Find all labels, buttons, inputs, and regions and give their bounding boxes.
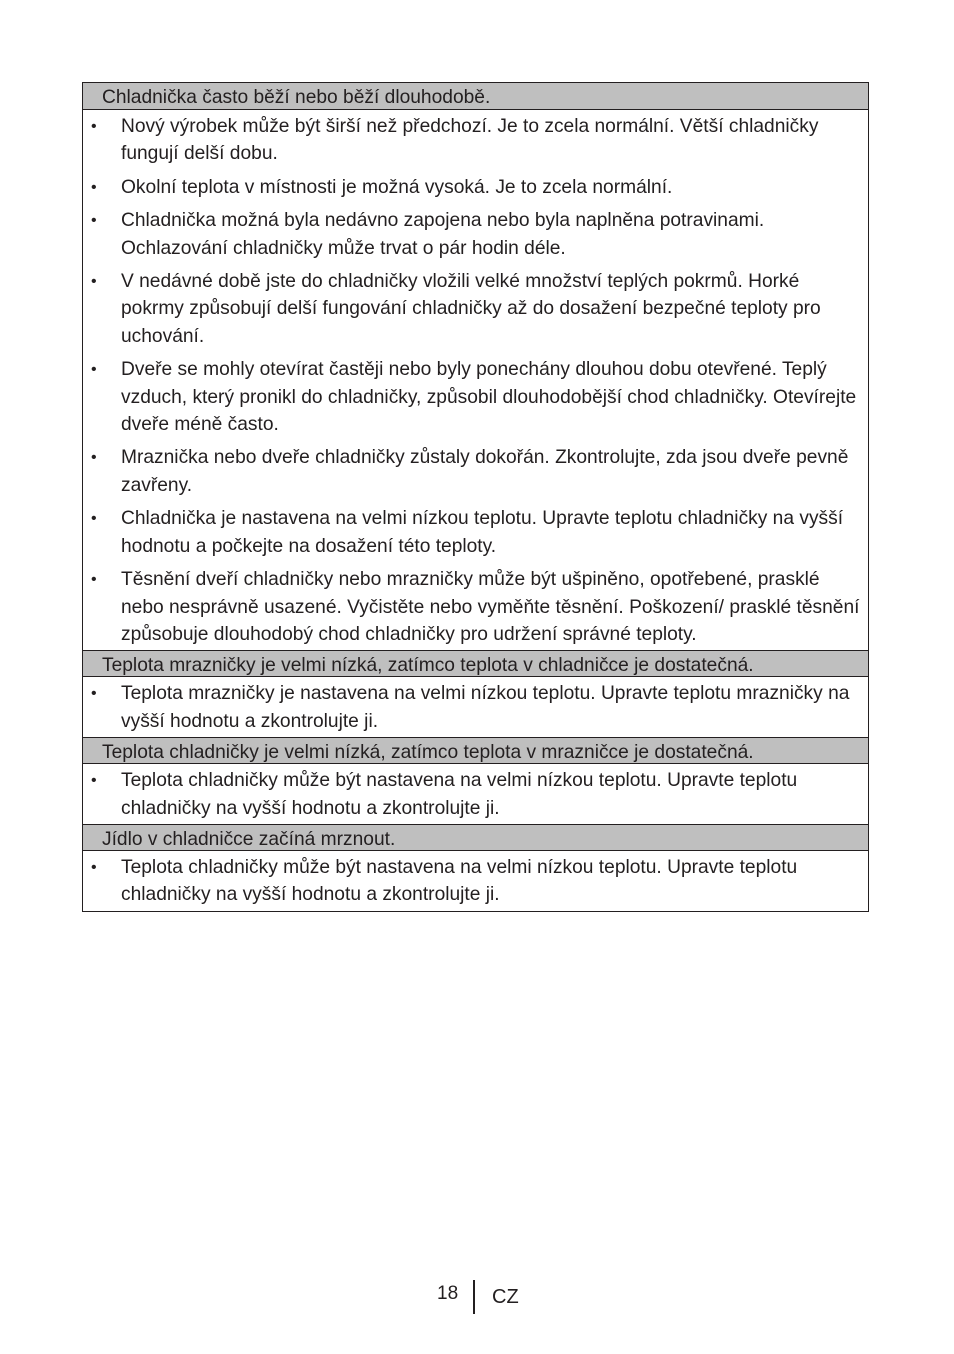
list-item: [83, 505, 868, 560]
item-list: [83, 851, 868, 911]
list-item: [83, 680, 868, 735]
bullet-icon: •: [91, 571, 97, 589]
item-text: Teplota chladničky může být nastavena na velmi nízkou teplotu. Upravte teplotu chladničky na vyšší hodnotu a zkontrolujte ji.: [121, 856, 798, 906]
bullet-icon: •: [91, 772, 97, 790]
bullet-icon: •: [91, 118, 97, 135]
list-item: [83, 356, 868, 438]
section-header: Chladnička často běží nebo běží dlouhodobě.: [83, 83, 868, 110]
bullet-icon: •: [91, 510, 97, 528]
list-item: [83, 113, 868, 168]
language-code: CZ: [492, 1286, 519, 1308]
item-text: Těsnění dveří chladničky nebo mrazničky může být ušpiněno, opotřebené, prasklé nebo nesprávně usazené. Vyčistěte nebo vyměňte těsnění. Poškození/ prasklé těsnění způsobuje dlouhodobý chod chladničky pro udržení správné teploty.: [121, 569, 860, 645]
bullet-icon: •: [91, 449, 97, 467]
section-fridge-too-cold: [83, 737, 868, 824]
bullet-icon: •: [91, 685, 97, 703]
list-item: [83, 444, 868, 499]
item-text: Okolní teplota v místnosti je možná vysoká. Je to zcela normální.: [121, 176, 673, 198]
section-header: Teplota mrazničky je velmi nízká, zatímco teplota v chladničce je dostatečná.: [83, 650, 868, 677]
section-header: Jídlo v chladničce začíná mrznout.: [83, 824, 868, 851]
item-text: Chladnička možná byla nedávno zapojena nebo byla naplněna potravinami. Ochlazování chladničky může trvat o pár hodin déle.: [121, 210, 765, 259]
item-text: V nedávné době jste do chladničky vložili velké množství teplých pokrmů. Horké pokrmy způsobují delší fungování chladničky až do dosažení bezpečné teploty pro uchování.: [121, 271, 821, 347]
bullet-icon: •: [91, 178, 97, 196]
item-text: Teplota chladničky může být nastavena na velmi nízkou teplotu. Upravte teplotu chladničky na vyšší hodnotu a zkontrolujte ji.: [121, 770, 798, 819]
section-food-freezing: [83, 824, 868, 911]
bullet-icon: •: [91, 273, 97, 291]
item-text: Mraznička nebo dveře chladničky zůstaly dokořán. Zkontrolujte, zda jsou dveře pevně zavřeny.: [121, 447, 849, 496]
list-item: [83, 207, 868, 262]
list-item: [83, 854, 868, 909]
section-frequent-running: [83, 83, 868, 650]
item-text: Teplota mrazničky je nastavena na velmi nízkou teplotu. Upravte teplotu mrazničky na vyšší hodnotu a zkontrolujte ji.: [121, 683, 850, 732]
list-item: [83, 767, 868, 822]
item-list: [83, 110, 868, 650]
item-text: Dveře se mohly otevírat častěji nebo byly ponechány dlouhou dobu otevřené. Teplý vzduch, který pronikl do chladničky, způsobil dlouhodobější chod chladničky. Otevírejte dveře méně často.: [121, 359, 857, 436]
item-list: [83, 677, 868, 737]
bullet-icon: •: [91, 361, 97, 379]
section-header: Teplota chladničky je velmi nízká, zatímco teplota v mrazničce je dostatečná.: [83, 737, 868, 764]
footer-divider: [473, 1280, 475, 1314]
list-item: [83, 174, 868, 201]
list-item: [83, 566, 868, 648]
section-freezer-too-cold: [83, 650, 868, 737]
item-list: [83, 764, 868, 824]
list-item: [83, 268, 868, 350]
bullet-icon: •: [91, 212, 97, 230]
item-text: Chladnička je nastavena na velmi nízkou teplotu. Upravte teplotu chladničky na vyšší hodnotu a počkejte na dosažení této teploty.: [121, 508, 844, 557]
item-text: Nový výrobek může být širší než předchozí. Je to zcela normální. Větší chladničky fungují delší dobu.: [121, 116, 819, 165]
troubleshooting-table: [82, 82, 869, 912]
page-number: 18: [437, 1283, 459, 1304]
bullet-icon: •: [91, 858, 97, 876]
page-footer: [0, 1280, 954, 1316]
